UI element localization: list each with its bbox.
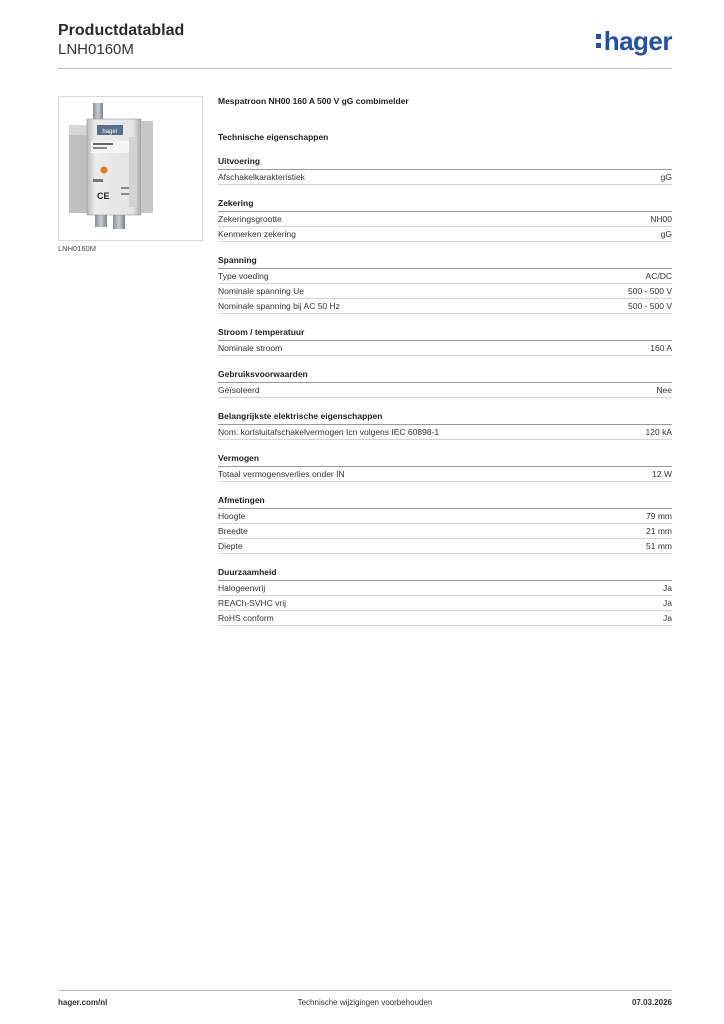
- property-value: 500 - 500 V: [628, 301, 672, 311]
- footer-url[interactable]: hager.com/nl: [58, 998, 108, 1007]
- property-section: [218, 198, 672, 242]
- property-label: Diepte: [218, 541, 243, 551]
- property-label: Nominale spanning bij AC 50 Hz: [218, 301, 340, 311]
- product-details: [218, 95, 672, 626]
- document-title: Productdatablad: [58, 22, 185, 39]
- property-row: [218, 467, 672, 482]
- property-label: RoHS conform: [218, 613, 274, 623]
- property-label: Nominale stroom: [218, 343, 283, 353]
- property-value: AC/DC: [645, 271, 672, 281]
- footer-notice: Technische wijzigingen voorbehouden: [297, 998, 433, 1007]
- property-label: Hoogte: [218, 511, 246, 521]
- property-row: [218, 299, 672, 314]
- section-heading: Afmetingen: [218, 495, 672, 509]
- property-row: [218, 284, 672, 299]
- property-value: gG: [660, 172, 672, 182]
- property-value: Ja: [663, 613, 672, 623]
- property-section: [218, 453, 672, 482]
- property-row: [218, 425, 672, 440]
- page-header: [58, 22, 672, 68]
- property-label: Geïsoleerd: [218, 385, 260, 395]
- section-heading: Zekering: [218, 198, 672, 212]
- product-code: LNH0160M: [58, 41, 134, 58]
- product-image: [58, 96, 203, 241]
- property-value: 120 kA: [645, 427, 672, 437]
- property-section: [218, 156, 672, 185]
- property-row: [218, 212, 672, 227]
- property-section: [218, 495, 672, 554]
- property-label: Totaal vermogensverlies onder IN: [218, 469, 345, 479]
- property-value: Nee: [656, 385, 672, 395]
- section-heading: Vermogen: [218, 453, 672, 467]
- property-row: [218, 539, 672, 554]
- property-section: [218, 327, 672, 356]
- property-section: [218, 369, 672, 398]
- property-label: Nom. kortsluitafschakelvermogen Icn volgens IEC 60898-1: [218, 427, 440, 437]
- property-value: Ja: [663, 583, 672, 593]
- property-section: [218, 255, 672, 314]
- property-label: Nominale spanning Ue: [218, 286, 304, 296]
- product-title: Mespatroon NH00 160 A 500 V gG combimelder: [218, 96, 409, 106]
- property-label: Afschakelkarakteristiek: [218, 172, 305, 182]
- section-heading: Gebruiksvoorwaarden: [218, 369, 672, 383]
- property-row: [218, 596, 672, 611]
- fuse-cartridge-icon: [59, 97, 202, 240]
- property-value: 51 mm: [646, 541, 672, 551]
- property-section: [218, 567, 672, 626]
- property-label: Breedte: [218, 526, 248, 536]
- logo-dots-icon: [596, 34, 601, 48]
- property-value: NH00: [650, 214, 672, 224]
- technical-properties-title: Technische eigenschappen: [218, 132, 329, 142]
- property-value: Ja: [663, 598, 672, 608]
- svg-text:hager: hager: [102, 129, 118, 135]
- property-row: [218, 227, 672, 242]
- property-section: [218, 411, 672, 440]
- property-row: [218, 269, 672, 284]
- property-row: [218, 524, 672, 539]
- section-heading: Uitvoering: [218, 156, 672, 170]
- logo-wordmark: hager: [603, 26, 672, 56]
- section-heading: Duurzaamheid: [218, 567, 672, 581]
- footer-divider: [58, 990, 672, 991]
- property-value: 21 mm: [646, 526, 672, 536]
- property-row: [218, 341, 672, 356]
- properties-sections: [218, 156, 672, 626]
- image-caption: LNH0160M: [58, 244, 96, 253]
- header-divider: [58, 68, 672, 69]
- property-label: REACh-SVHC vrij: [218, 598, 287, 608]
- property-label: Type voeding: [218, 271, 269, 281]
- footer-date: 07.03.2026: [631, 998, 672, 1007]
- property-value: 12 W: [652, 469, 672, 479]
- section-heading: Belangrijkste elektrische eigenschappen: [218, 411, 672, 425]
- property-label: Halogeenvrij: [218, 583, 266, 593]
- property-value: gG: [660, 229, 672, 239]
- svg-text:CE: CE: [97, 191, 110, 201]
- section-heading: Stroom / temperatuur: [218, 327, 672, 341]
- property-row: [218, 509, 672, 524]
- property-label: Kenmerken zekering: [218, 229, 296, 239]
- property-value: 79 mm: [646, 511, 672, 521]
- property-row: [218, 383, 672, 398]
- property-value: 500 - 500 V: [628, 286, 672, 296]
- property-row: [218, 581, 672, 596]
- property-row: [218, 611, 672, 626]
- section-heading: Spanning: [218, 255, 672, 269]
- property-row: [218, 170, 672, 185]
- property-label: Zekeringsgrootte: [218, 214, 282, 224]
- property-value: 160 A: [650, 343, 672, 353]
- hager-logo: [596, 28, 672, 54]
